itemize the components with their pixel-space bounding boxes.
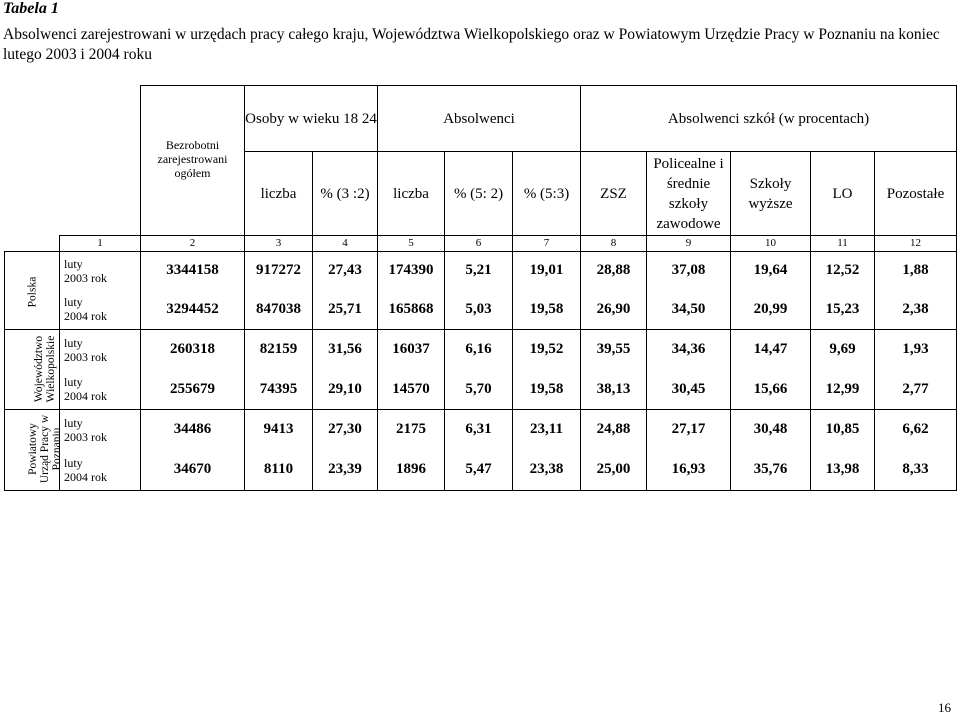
table-cell: 14,47 [731, 330, 811, 370]
table-row [5, 330, 957, 370]
table-cell: 9,69 [811, 330, 875, 370]
table-cell: 19,64 [731, 252, 811, 290]
table-cell: 5,70 [445, 370, 513, 410]
table-cell: 5,03 [445, 290, 513, 330]
table-cell: 19,58 [513, 370, 581, 410]
table-cell: 35,76 [731, 450, 811, 491]
table-cell: 30,45 [647, 370, 731, 410]
table-cell: 25,71 [313, 290, 378, 330]
table-cell: 31,56 [313, 330, 378, 370]
header-absolwenci: Absolwenci [378, 86, 581, 152]
table-caption: Tabela 1 [3, 0, 59, 17]
group-label-pup-poznan: Powiatowy Urząd Pracy w Poznaniu [5, 410, 60, 491]
table-cell: 6,31 [445, 410, 513, 450]
table-cell: 2,38 [875, 290, 957, 330]
column-number: 11 [811, 236, 875, 252]
table-cell: 34,36 [647, 330, 731, 370]
column-number: 1 [60, 236, 141, 252]
header-pct-5-3: % (5:3) [513, 152, 581, 236]
table-cell: 19,52 [513, 330, 581, 370]
row-label: luty 2003 rok [60, 252, 141, 290]
column-number: 2 [141, 236, 245, 252]
table-cell: 6,62 [875, 410, 957, 450]
table-cell: 13,98 [811, 450, 875, 491]
table-cell: 38,13 [581, 370, 647, 410]
table-cell: 23,11 [513, 410, 581, 450]
header-liczba-2: liczba [378, 152, 445, 236]
header-szkoly-wyzsze: Szkoły wyższe [731, 152, 811, 236]
table-cell: 1896 [378, 450, 445, 491]
column-number: 7 [513, 236, 581, 252]
header-pct-5-2: % (5: 2) [445, 152, 513, 236]
header-pozostale: Pozostałe [875, 152, 957, 236]
column-number: 3 [245, 236, 313, 252]
row-label: luty 2004 rok [60, 370, 141, 410]
table-cell: 24,88 [581, 410, 647, 450]
table-cell: 8,33 [875, 450, 957, 491]
table-cell: 25,00 [581, 450, 647, 491]
table-cell: 20,99 [731, 290, 811, 330]
table-cell: 30,48 [731, 410, 811, 450]
table-cell: 27,17 [647, 410, 731, 450]
table-cell: 10,85 [811, 410, 875, 450]
table-row [5, 290, 957, 330]
column-number: 4 [313, 236, 378, 252]
table-cell: 6,16 [445, 330, 513, 370]
table-cell: 16,93 [647, 450, 731, 491]
row-label: luty 2003 rok [60, 330, 141, 370]
row-label: luty 2003 rok [60, 410, 141, 450]
table-cell: 2175 [378, 410, 445, 450]
table-cell: 15,66 [731, 370, 811, 410]
table-cell: 26,90 [581, 290, 647, 330]
header-policealne: Policealne i średnie szkoły zawodowe [647, 152, 731, 236]
table-cell: 27,30 [313, 410, 378, 450]
row-label: luty 2004 rok [60, 290, 141, 330]
table-cell: 37,08 [647, 252, 731, 290]
table-cell: 15,23 [811, 290, 875, 330]
data-table [4, 85, 957, 491]
table-cell: 5,21 [445, 252, 513, 290]
column-number: 8 [581, 236, 647, 252]
table-cell: 255679 [141, 370, 245, 410]
table-cell: 12,52 [811, 252, 875, 290]
header-absolwenci-szkol: Absolwenci szkół (w procentach) [581, 86, 957, 152]
table-cell: 34,50 [647, 290, 731, 330]
header-lo: LO [811, 152, 875, 236]
table-cell: 29,10 [313, 370, 378, 410]
column-number: 12 [875, 236, 957, 252]
table-cell: 34486 [141, 410, 245, 450]
table-cell: 12,99 [811, 370, 875, 410]
page-number: 16 [938, 700, 951, 715]
table-cell: 917272 [245, 252, 313, 290]
table-cell: 2,77 [875, 370, 957, 410]
table-row [5, 252, 957, 290]
table-cell: 19,01 [513, 252, 581, 290]
table-cell: 23,39 [313, 450, 378, 491]
table-cell: 3344158 [141, 252, 245, 290]
table-cell: 23,38 [513, 450, 581, 491]
table-cell: 16037 [378, 330, 445, 370]
table-cell: 8110 [245, 450, 313, 491]
table-cell: 1,88 [875, 252, 957, 290]
column-number: 6 [445, 236, 513, 252]
table-cell: 1,93 [875, 330, 957, 370]
table-cell: 174390 [378, 252, 445, 290]
row-label: luty 2004 rok [60, 450, 141, 491]
table-row [5, 370, 957, 410]
column-number: 5 [378, 236, 445, 252]
table-row [5, 410, 957, 450]
header-osoby-wieku: Osoby w wieku 18 24 [245, 86, 378, 152]
table-cell: 19,58 [513, 290, 581, 330]
header-zsz: ZSZ [581, 152, 647, 236]
table-cell: 165868 [378, 290, 445, 330]
table-cell: 9413 [245, 410, 313, 450]
header-pct-3-2: % (3 :2) [313, 152, 378, 236]
table-row [5, 450, 957, 491]
column-number: 9 [647, 236, 731, 252]
group-label-wojewodztwo: Województwo Wielkopolskie [5, 330, 60, 410]
table-cell: 28,88 [581, 252, 647, 290]
table-cell: 847038 [245, 290, 313, 330]
table-cell: 3294452 [141, 290, 245, 330]
table-subtitle: Absolwenci zarejestrowani w urzędach pracy całego kraju, Województwa Wielkopolskiego oraz w Powiatowym Urzędzie Pracy w Poznaniu na koniec lutego 2003 i 2004 roku [3, 26, 940, 63]
header-bezrobotni: Bezrobotni zarejestrowani ogółem [141, 86, 245, 236]
table-cell: 74395 [245, 370, 313, 410]
column-number: 10 [731, 236, 811, 252]
group-label-polska: Polska [5, 252, 60, 330]
header-liczba-1: liczba [245, 152, 313, 236]
table-cell: 5,47 [445, 450, 513, 491]
table-cell: 260318 [141, 330, 245, 370]
table-cell: 82159 [245, 330, 313, 370]
table-cell: 39,55 [581, 330, 647, 370]
table-cell: 14570 [378, 370, 445, 410]
table-cell: 27,43 [313, 252, 378, 290]
table-cell: 34670 [141, 450, 245, 491]
